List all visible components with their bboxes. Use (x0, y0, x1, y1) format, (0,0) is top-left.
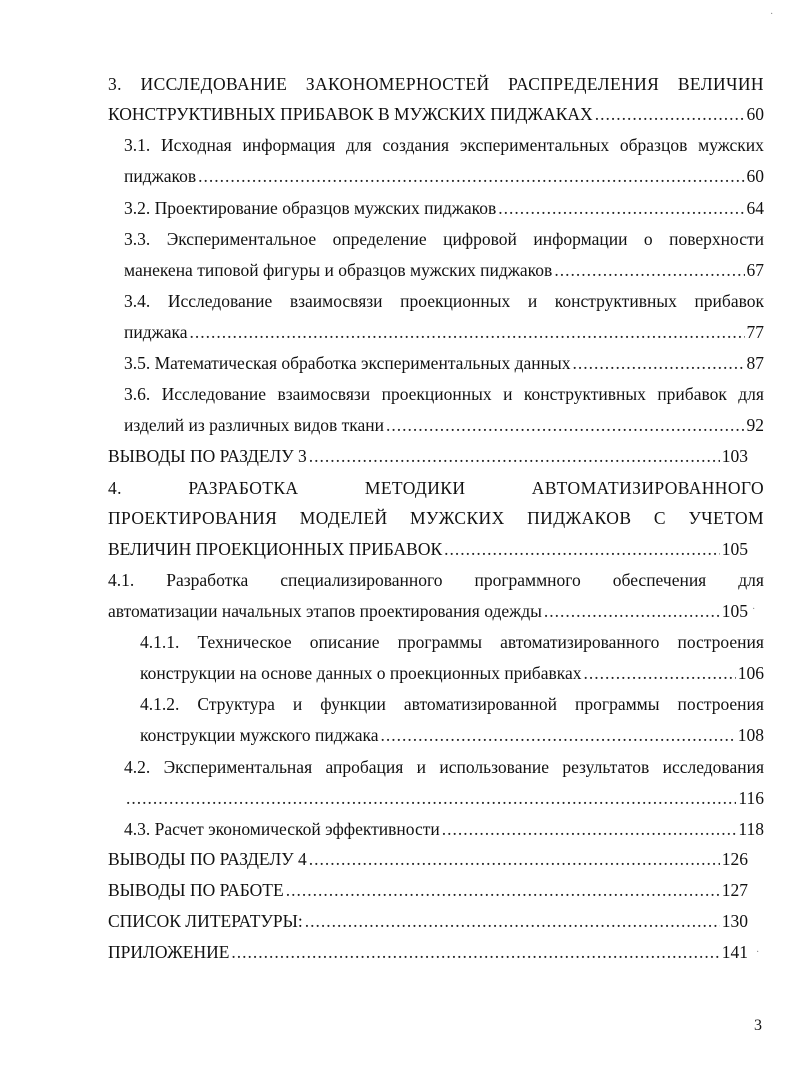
toc-word: и (527, 291, 538, 311)
toc-word: Исследование (161, 384, 267, 404)
toc-page-number: 92 (746, 415, 764, 435)
leader-dots (554, 259, 744, 281)
toc-entry-conclusions-work[interactable] (108, 879, 748, 901)
toc-word: программы (575, 694, 660, 714)
toc-word: цифровой (443, 229, 517, 249)
toc-entry-4-1-2-line2[interactable] (140, 724, 764, 746)
toc-entry-text: 3.2. Проектирование образцов мужских пиджаков (124, 198, 497, 218)
toc-entry-3-line1 (108, 73, 764, 95)
toc-word: РАЗРАБОТКА (188, 478, 299, 498)
toc-entry-text: ВЫВОДЫ ПО РАЗДЕЛУ 3 (108, 446, 307, 466)
toc-entry-3-3-line1 (124, 228, 764, 250)
toc-entry-3-4-line2[interactable] (124, 321, 764, 343)
toc-word: информация (242, 135, 336, 155)
toc-entry-4-2-line1 (124, 756, 764, 778)
toc-entry-text: автоматизации начальных этапов проектирования одежды (108, 601, 542, 621)
toc-entry-4-line2 (108, 507, 764, 529)
toc-word: экспериментальных (459, 135, 610, 155)
toc-word: для (346, 135, 372, 155)
leader-dots (305, 910, 720, 932)
toc-page-number: 105 (721, 539, 748, 559)
toc-entry-3-3-line2[interactable] (124, 259, 764, 281)
toc-word: 4.1.1. (140, 632, 180, 652)
toc-entry-literature[interactable] (108, 910, 748, 932)
toc-word: Исходная (161, 135, 232, 155)
toc-word: прибавок (657, 384, 727, 404)
toc-word: автоматизированной (403, 694, 558, 714)
leader-dots (231, 941, 719, 963)
toc-word: определение (332, 229, 427, 249)
toc-word: С (653, 508, 666, 528)
toc-entry-text: пиджаков (124, 166, 197, 186)
toc-word: Разработка (166, 570, 249, 590)
toc-page-number: 60 (746, 166, 764, 186)
toc-word: конструктивных (523, 384, 646, 404)
toc-word: проекционных (400, 291, 511, 311)
toc-word: проекционных (381, 384, 492, 404)
leader-dots (595, 103, 745, 125)
toc-word: 4.1. (108, 570, 135, 590)
toc-word: для (738, 384, 764, 404)
toc-entry-4-line3[interactable] (108, 538, 748, 560)
toc-word: мужских (698, 135, 764, 155)
toc-word: ВЕЛИЧИН (677, 74, 764, 94)
toc-page-number: 108 (737, 725, 764, 745)
toc-entry-4-1-1-line1 (140, 631, 764, 653)
toc-page-number: 103 (721, 446, 748, 466)
toc-page-number: 87 (746, 353, 764, 373)
toc-word: конструктивных (554, 291, 677, 311)
scan-speck: · (752, 604, 756, 615)
toc-entry-text: СПИСОК ЛИТЕРАТУРЫ: (108, 911, 303, 931)
toc-word: взаимосвязи (289, 291, 383, 311)
leader-dots (309, 445, 720, 467)
toc-word: ЗАКОНОМЕРНОСТЕЙ (305, 74, 490, 94)
toc-word: РАСПРЕДЕЛЕНИЯ (508, 74, 660, 94)
toc-word: апробация (325, 757, 404, 777)
toc-word: 4.1.2. (140, 694, 180, 714)
toc-page-number: 77 (746, 322, 764, 342)
toc-word: Техническое (197, 632, 292, 652)
toc-entry-text: ВЫВОДЫ ПО РАЗДЕЛУ 4 (108, 849, 307, 869)
leader-dots (584, 662, 736, 684)
leader-dots (309, 848, 720, 870)
toc-word: Экспериментальная (163, 757, 313, 777)
toc-entry-4-1-line2[interactable] (108, 600, 748, 622)
toc-word: исследования (662, 757, 764, 777)
toc-entry-text: манекена типовой фигуры и образцов мужских пиджаков (124, 260, 553, 280)
toc-entry-3-5[interactable] (124, 352, 764, 374)
toc-word: 4. (108, 478, 122, 498)
toc-word: построения (677, 632, 764, 652)
toc-word: ПРОЕКТИРОВАНИЯ (108, 508, 278, 528)
toc-word: МУЖСКИХ (410, 508, 505, 528)
toc-entry-text: ПРИЛОЖЕНИЕ (108, 942, 230, 962)
toc-word: и (416, 757, 427, 777)
toc-page-number: 60 (746, 104, 764, 124)
toc-word: МЕТОДИКИ (364, 478, 466, 498)
toc-entry-4-1-line1 (108, 569, 764, 591)
toc-word: прибавок (694, 291, 764, 311)
toc-page-number: 67 (746, 260, 764, 280)
toc-word: информации (533, 229, 628, 249)
toc-word: автоматизированного (500, 632, 660, 652)
toc-entry-text: 3.5. Математическая обработка экспериментальных данных (124, 353, 571, 373)
toc-page-number: 106 (737, 663, 764, 683)
leader-dots (380, 724, 735, 746)
toc-entry-conclusions-4[interactable] (108, 848, 748, 870)
toc-word: для (738, 570, 764, 590)
toc-word: результатов (562, 757, 650, 777)
toc-page-number: 64 (746, 198, 764, 218)
toc-word: функции (320, 694, 386, 714)
toc-word: Экспериментальное (166, 229, 317, 249)
toc-entry-text: ВЕЛИЧИН ПРОЕКЦИОННЫХ ПРИБАВОК (108, 539, 443, 559)
toc-word: 3.1. (124, 135, 151, 155)
toc-entry-4-1-1-line2[interactable] (140, 662, 764, 684)
scan-speck: · (770, 9, 774, 20)
toc-word: обеспечения (612, 570, 707, 590)
toc-word: создания (382, 135, 450, 155)
toc-word: ИССЛЕДОВАНИЕ (140, 74, 288, 94)
toc-entry-4-2-line2[interactable] (124, 787, 764, 809)
toc-word: описание (309, 632, 380, 652)
leader-dots (442, 818, 737, 840)
leader-dots (498, 197, 744, 219)
leader-dots (444, 538, 720, 560)
leader-dots (190, 321, 745, 343)
toc-page-number: 127 (721, 880, 748, 900)
toc-entry-text: пиджака (124, 322, 188, 342)
leader-dots (286, 879, 720, 901)
toc-word: 3. (108, 74, 122, 94)
toc-entry-text: конструкции на основе данных о проекционных прибавках (140, 663, 582, 683)
toc-word: АВТОМАТИЗИРОВАННОГО (531, 478, 764, 498)
toc-entry-text: изделий из различных видов ткани (124, 415, 385, 435)
toc-entry-3-1-line1 (124, 134, 764, 156)
toc-entry-3-2[interactable] (124, 197, 764, 219)
toc-word: 4.2. (124, 757, 151, 777)
toc-word: построения (677, 694, 764, 714)
toc-entry-text: ВЫВОДЫ ПО РАБОТЕ (108, 880, 284, 900)
leader-dots (126, 787, 736, 809)
toc-word: использование (439, 757, 549, 777)
toc-entry-text: КОНСТРУКТИВНЫХ ПРИБАВОК В МУЖСКИХ ПИДЖАКАХ (108, 104, 593, 124)
toc-word: 3.6. (124, 384, 151, 404)
toc-word: программного (474, 570, 581, 590)
toc-entry-3-line2[interactable] (108, 103, 764, 125)
toc-word: Структура (197, 694, 275, 714)
toc-word: и (503, 384, 513, 404)
toc-word: образцов (619, 135, 688, 155)
toc-entry-text: конструкции мужского пиджака (140, 725, 379, 745)
toc-entry-4-line1 (108, 477, 764, 499)
toc-page-number: 118 (738, 819, 764, 839)
toc-page-number: 141 (721, 942, 748, 962)
leader-dots (572, 352, 744, 374)
toc-word: о (643, 229, 653, 249)
toc-entry-3-6-line1 (124, 383, 764, 405)
toc-entry-3-4-line1 (124, 290, 764, 312)
toc-entry-text: 4.3. Расчет экономической эффективности (124, 819, 440, 839)
toc-word: УЧЕТОМ (688, 508, 764, 528)
toc-entry-appendix[interactable] (108, 941, 748, 963)
toc-word: 3.3. (124, 229, 151, 249)
toc-word: и (292, 694, 303, 714)
leader-dots (198, 165, 744, 187)
toc-word: программы (397, 632, 483, 652)
leader-dots (544, 600, 720, 622)
toc-entry-conclusions-3[interactable] (108, 445, 748, 467)
toc-entry-4-3[interactable] (124, 818, 764, 840)
scan-speck: · (756, 947, 760, 958)
toc-entry-3-1-line2[interactable] (124, 165, 764, 187)
toc-word: МОДЕЛЕЙ (299, 508, 388, 528)
page-number: 3 (754, 1017, 762, 1034)
toc-page-number: 130 (721, 911, 748, 931)
toc-word: ПИДЖАКОВ (527, 508, 632, 528)
toc-word: Исследование (167, 291, 273, 311)
toc-entry-4-1-2-line1 (140, 693, 764, 715)
toc-page-number: 116 (738, 788, 764, 808)
toc-word: специализированного (280, 570, 443, 590)
leader-dots (386, 414, 744, 436)
toc-word: взаимосвязи (277, 384, 371, 404)
toc-page-number: 126 (721, 849, 748, 869)
toc-word: поверхности (669, 229, 764, 249)
toc-page-number: 105 (721, 601, 748, 621)
toc-entry-3-6-line2[interactable] (124, 414, 764, 436)
toc-word: 3.4. (124, 291, 151, 311)
